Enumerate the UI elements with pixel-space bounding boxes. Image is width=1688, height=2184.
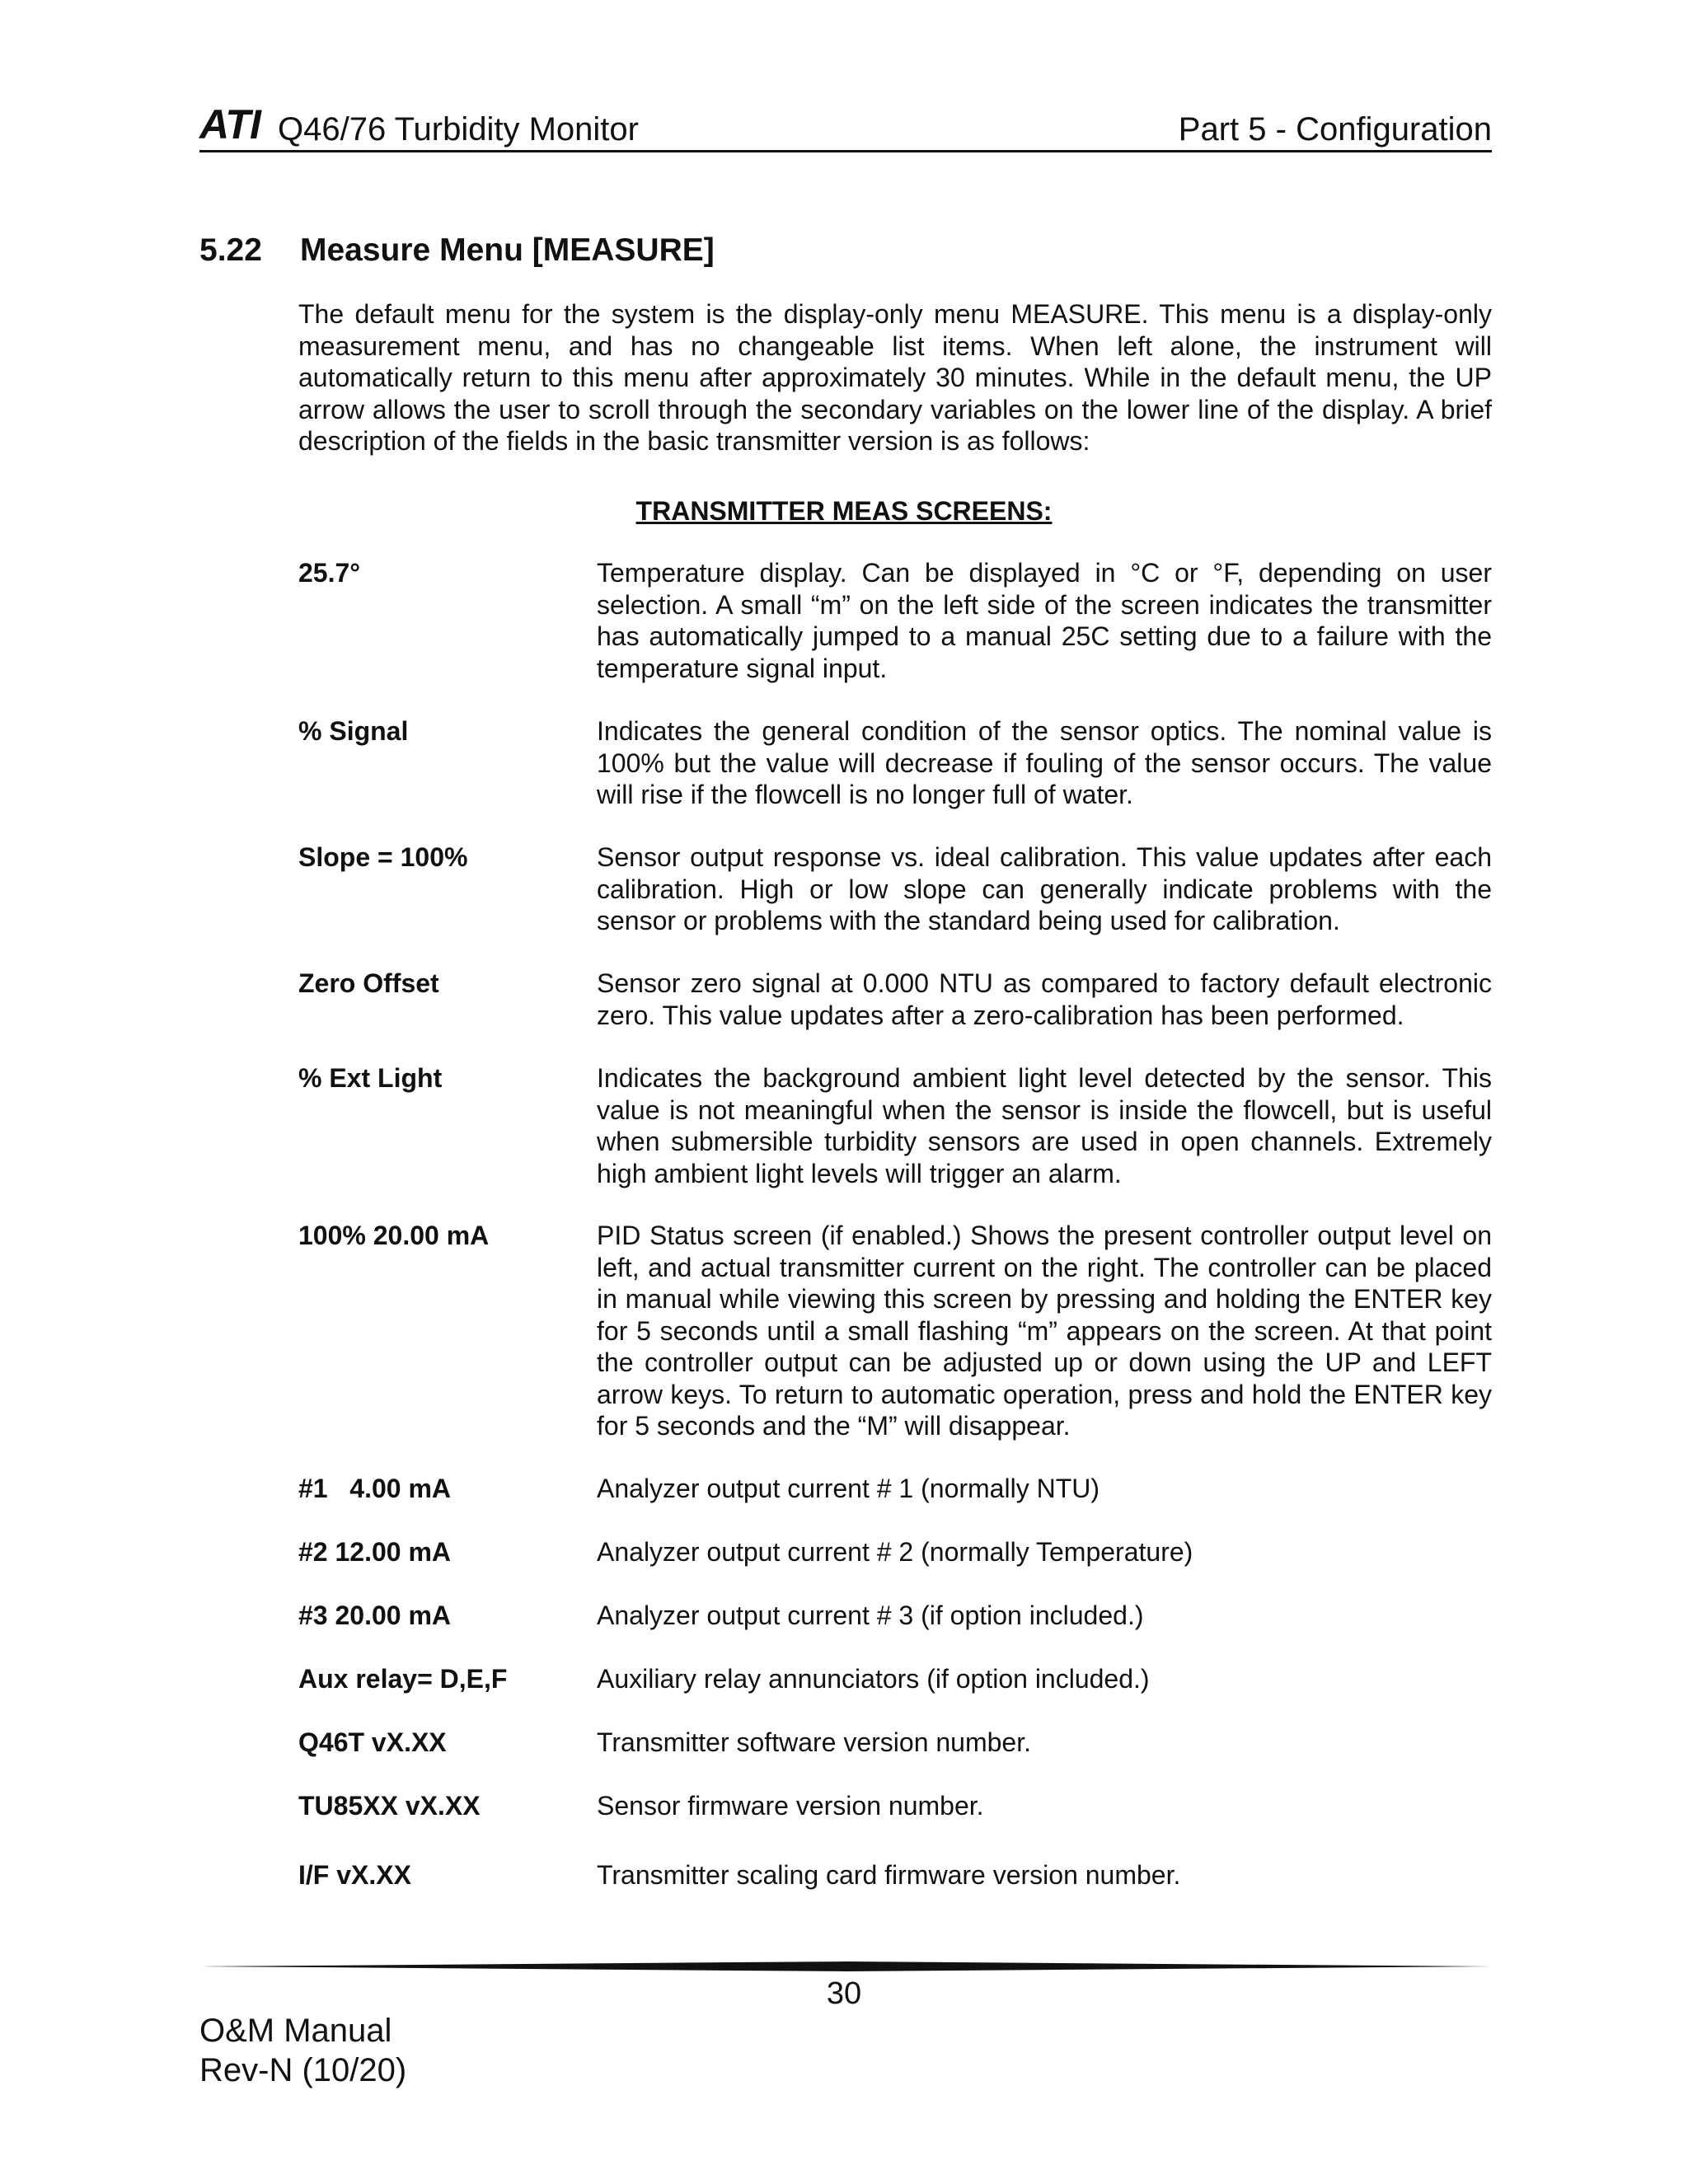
item-label: I/F vX.XX [298,1860,411,1890]
manual-title: O&M Manual [199,2013,392,2049]
item-description: Analyzer output current # 3 (if option included.) [597,1601,1144,1630]
item-label: #3 20.00 mA [298,1601,452,1630]
footer-manual-info [199,2011,406,2090]
page-header [199,101,1492,152]
part-title: Part 5 - Configuration [1178,111,1492,148]
footer-divider [201,1960,1492,1973]
item-label: #2 12.00 mA [298,1537,452,1567]
item-label: #1 4.00 mA [298,1474,451,1503]
item-description: Analyzer output current # 2 (normally Temperature) [597,1537,1193,1567]
item-description: Transmitter scaling card firmware version number. [597,1860,1181,1890]
item-label: 25.7° [298,558,361,588]
item-label: Q46T vX.XX [298,1727,447,1757]
item-description: Analyzer output current # 1 (normally NTU) [597,1474,1100,1503]
model-title: Q46/76 Turbidity Monitor [278,111,639,148]
item-description: PID Status screen (if enabled.) Shows the present controller output level on left, and actual transmitter current on the right. The controller can be placed in manual while viewing this screen by pressing and holding the ENTER key for 5 seconds until a small flashing “m” appears on the screen. At that point the controller output can be adjusted up or down using the UP and LEFT arrow keys. To return to automatic operation, press and hold the ENTER key for 5 seconds and the “M” will disappear. [597,1221,1492,1441]
item-label: % Ext Light [298,1063,443,1093]
item-description: Sensor output response vs. ideal calibration. This value updates after each calibration. High or low slope can generally indicate problems with the sensor or problems with the standard being used for calibration. [597,842,1492,935]
section-number: 5.22 [199,232,262,268]
section-title: Measure Menu [MEASURE] [300,232,715,268]
brand-logo: ATI [199,101,260,148]
item-description: Indicates the general condition of the sensor optics. The nominal value is 100% but the value will decrease if fouling of the sensor occurs. The value will rise if the flowcell is no longer full of water. [597,716,1492,809]
item-label: 100% 20.00 mA [298,1221,490,1250]
item-description: Sensor firmware version number. [597,1791,984,1821]
item-description: Auxiliary relay annunciators (if option included.) [597,1664,1150,1694]
item-label: Zero Offset [298,968,439,998]
intro-paragraph: The default menu for the system is the display-only menu MEASURE. This menu is a display-only measurement menu, and has no changeable list items. When left alone, the instrument will automatically return to this menu after approximately 30 minutes. While in the default menu, the UP arrow allows the user to scroll through the secondary variables on the lower line of the display. A brief description of the fields in the basic transmitter version is as follows: [298,299,1492,456]
item-label: TU85XX vX.XX [298,1791,481,1821]
item-label: Aux relay= D,E,F [298,1664,508,1694]
manual-revision: Rev-N (10/20) [199,2052,407,2088]
page-number: 30 [826,1976,862,2011]
item-label: Slope = 100% [298,842,468,872]
item-description: Sensor zero signal at 0.000 NTU as compared to factory default electronic zero. This value updates after a zero-calibration has been performed. [597,968,1492,1030]
item-description: Indicates the background ambient light level detected by the sensor. This value is not meaningful when the sensor is inside the flowcell, but is useful when submersible turbidity sensors are used in open channels. Extremely high ambient light levels will trigger an alarm. [597,1063,1492,1188]
item-label: % Signal [298,716,409,746]
screens-heading [0,496,1688,527]
screens-title: TRANSMITTER MEAS SCREENS: [635,496,1053,526]
section-heading [199,232,715,269]
item-description: Temperature display. Can be displayed in °C or °F, depending on user selection. A small “m” on the left side of the screen indicates the transmitter has automatically jumped to a manual 25C setting due to a failure with the temperature signal input. [597,558,1492,683]
item-description: Transmitter software version number. [597,1727,1031,1757]
